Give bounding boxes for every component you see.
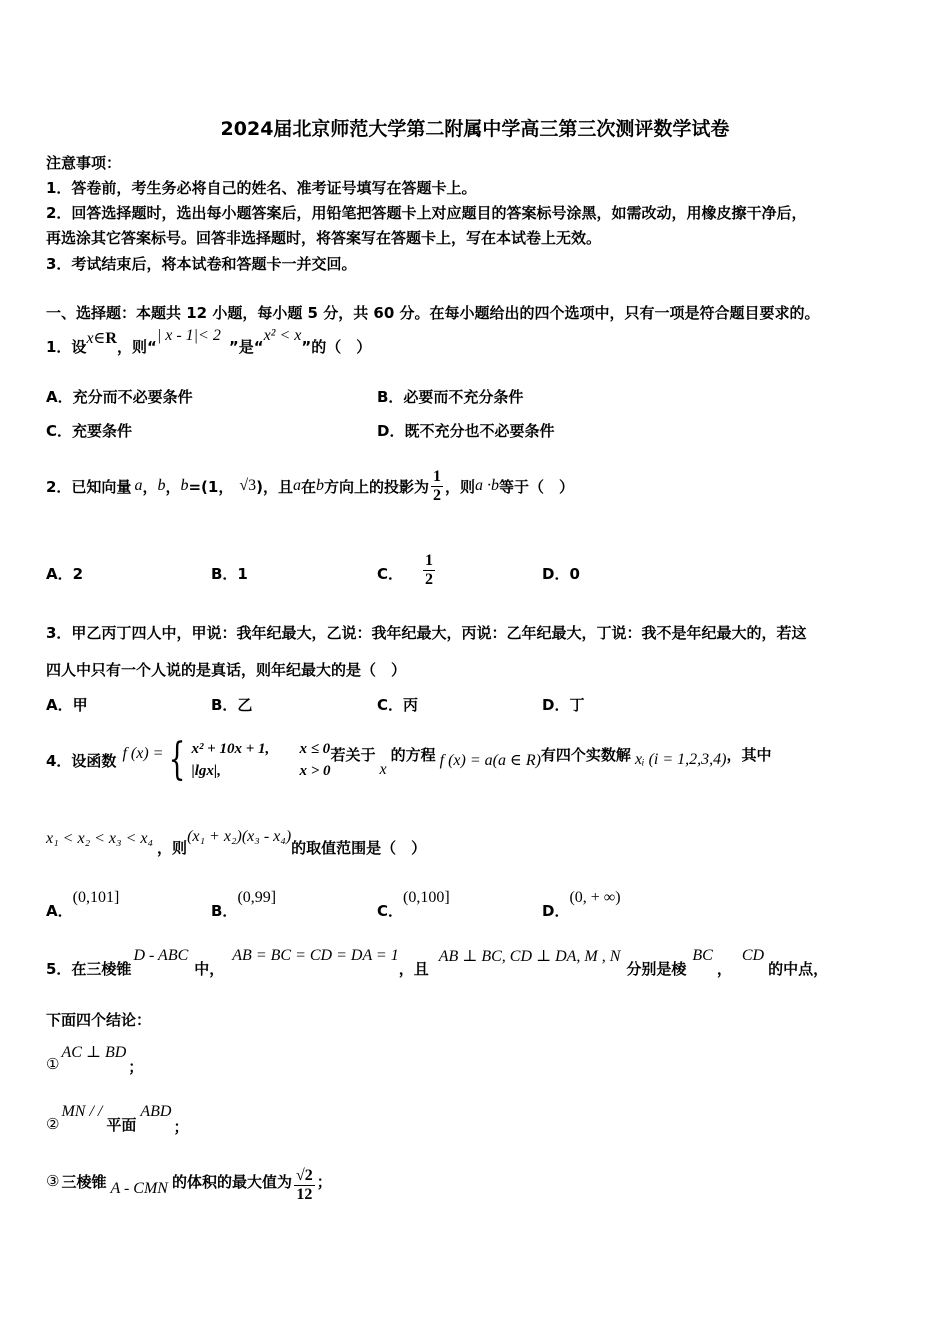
note-item-2-cont: 再选涂其它答案标号。回答非选择题时，将答案写在答题卡上，写在本试卷上无效。 xyxy=(46,229,602,247)
q2-option-c[interactable] xyxy=(377,538,435,602)
q5-c1-mark: ① xyxy=(46,1055,60,1073)
q4-option-b[interactable] xyxy=(211,882,276,922)
q4-text-2: 的方程 xyxy=(390,745,436,764)
q4-option-c[interactable] xyxy=(377,882,450,922)
q4-option-c-label: C． xyxy=(377,901,404,920)
q4-inequality: x₁ < x₂ < x₃ < x₄ xyxy=(46,830,154,847)
q5-sep: ， xyxy=(716,959,732,978)
q1-text-3: ”的（ ） xyxy=(301,337,372,356)
question-1 xyxy=(46,326,371,366)
q4-text-6: 的取值范围是（ ） xyxy=(291,838,427,857)
q5-c3-text-2: 的体积的最大值为 xyxy=(171,1172,292,1191)
q1-option-b[interactable]: B．必要而不充分条件 xyxy=(377,388,524,406)
q1-option-c[interactable]: C．充要条件 xyxy=(46,422,133,440)
q5-prefix: 5．在三棱锥 xyxy=(46,959,132,978)
q5-text-1: 中， xyxy=(194,959,225,978)
q1-math-square: x² < x xyxy=(263,327,302,344)
q5-text-3: 分别是棱 xyxy=(626,959,687,978)
q2-vec-b-3: b xyxy=(316,477,325,494)
q5-text-4: 的中点， xyxy=(768,959,829,978)
q2-vec-b-2: b xyxy=(180,477,189,494)
q5-c3-mark: ③ xyxy=(46,1172,60,1190)
q5-c2-mark: ② xyxy=(46,1115,60,1133)
q4-option-d-value: (0, + ∞) xyxy=(569,889,621,906)
q2-text-2: 方向上的投影为 xyxy=(324,477,430,496)
q5-c3-end: ； xyxy=(316,1172,332,1191)
q2-sep: ， xyxy=(142,477,158,496)
q5-perpendicular: AB ⊥ BC, CD ⊥ DA, M , N xyxy=(438,948,621,965)
page-title: 2024届北京师范大学第二附属中学高三第三次测评数学试卷 xyxy=(220,118,730,140)
q1-option-a[interactable]: A．充分而不必要条件 xyxy=(46,388,193,406)
q1-text-1: ，则“ xyxy=(116,337,157,356)
q3-option-a[interactable]: A．甲 xyxy=(46,696,88,714)
q4-brace: { xyxy=(169,734,186,785)
q4-option-c-value: (0,100] xyxy=(403,889,450,906)
q5-c3-math: A - CMN xyxy=(110,1180,168,1197)
q4-text-1: 若关于 xyxy=(330,745,376,764)
q5-c2-math: MN / / xyxy=(61,1103,103,1120)
q5-c1-end: ； xyxy=(128,1057,144,1076)
q4-option-d-label: D． xyxy=(542,901,570,920)
q4-piecewise xyxy=(163,734,331,785)
question-4-cont xyxy=(46,826,426,860)
q4-text-5: ，则 xyxy=(157,838,188,857)
q4-case-1-expr: x² + 10x + 1, xyxy=(191,741,270,757)
q4-option-a[interactable] xyxy=(46,882,119,922)
q2-vec-a-2: a xyxy=(293,477,301,494)
note-item-1: 1．答卷前，考生务必将自己的姓名、准考证号填写在答题卡上。 xyxy=(46,179,477,197)
q2-text-1: 在 xyxy=(301,477,317,496)
q1-math-set: x∈R xyxy=(86,330,117,347)
q4-option-d[interactable] xyxy=(542,882,621,922)
q2-prefix: 2．已知向量 xyxy=(46,477,132,496)
q5-conclusion-1 xyxy=(46,1038,143,1078)
q5-c2-end: ； xyxy=(173,1117,189,1136)
q2-option-b[interactable]: B．1 xyxy=(211,565,248,583)
q2-sqrt: √3 xyxy=(239,477,257,494)
q5-conclusion-3 xyxy=(46,1158,332,1212)
q2-dot-product: a ·b xyxy=(475,477,500,494)
q3-line-2: 四人中只有一个人说的是真话，则年纪最大的是（ ） xyxy=(46,661,407,679)
q5-tetrahedron: D - ABC xyxy=(133,947,189,964)
q5-c3-fraction: $\frac{√2}{12}$ xyxy=(295,1166,313,1203)
q5-c2-text: 平面 xyxy=(106,1115,137,1134)
section-heading: 一、选择题：本题共 12 小题，每小题 5 分，共 60 分。在每小题给出的四个选项中，只有一项是符合题目要求的。 xyxy=(46,304,820,322)
q2-text-3: ，则 xyxy=(445,477,476,496)
q5-edge-cd: CD xyxy=(741,947,765,964)
q3-option-b[interactable]: B．乙 xyxy=(211,696,253,714)
q4-case-2-cond: x > 0 xyxy=(299,763,331,779)
note-item-3: 3．考试结束后，将本试卷和答题卡一并交回。 xyxy=(46,255,357,273)
q2-option-d[interactable]: D．0 xyxy=(542,565,580,583)
q5-conclusion-2 xyxy=(46,1098,188,1138)
q4-case-1-cond: x ≤ 0 xyxy=(299,741,331,757)
q4-var-x: x xyxy=(379,761,387,778)
q4-text-4: ，其中 xyxy=(726,745,772,764)
q4-solutions: xᵢ (i = 1,2,3,4) xyxy=(634,751,727,768)
q2-option-c-fraction: $\frac{1}{2}$ xyxy=(425,551,434,588)
q2-vec-a: a xyxy=(134,477,143,494)
q4-option-b-label: B． xyxy=(211,901,238,920)
q5-text-2: ，且 xyxy=(398,959,429,978)
q4-text-3: 有四个实数解 xyxy=(540,745,631,764)
q2-option-c-label: C． xyxy=(377,564,404,583)
q2-option-a[interactable]: A．2 xyxy=(46,565,84,583)
q3-option-c[interactable]: C．丙 xyxy=(377,696,419,714)
q5-c1-math: AC ⊥ BD xyxy=(61,1044,127,1061)
q5-c3-text: 三棱锥 xyxy=(61,1172,107,1191)
q4-option-b-value: (0,99] xyxy=(237,889,277,906)
q2-vec-b: b xyxy=(157,477,166,494)
note-item-2: 2．回答选择题时，选出每小题答案后，用铅笔把答题卡上对应题目的答案标号涂黑，如需改动，用橡皮擦干净后， xyxy=(46,204,807,222)
q4-fx: f (x) = xyxy=(122,745,164,762)
q5-line-2: 下面四个结论： xyxy=(46,1011,152,1029)
q1-math-abs: | x - 1|< 2 xyxy=(156,327,221,344)
q4-option-a-label: A． xyxy=(46,901,73,920)
q1-prefix: 1．设 xyxy=(46,337,87,356)
q2-text-4: 等于（ ） xyxy=(499,477,575,496)
q4-case-2-expr: |lgx|, xyxy=(191,763,221,779)
q5-edge-bc: BC xyxy=(692,947,713,964)
question-5 xyxy=(46,942,828,982)
q4-equation: f (x) = a(a ∈ R) xyxy=(439,752,541,769)
q1-text-2: ”是“ xyxy=(228,337,264,356)
q4-expression: (x₁ + x₂)(x₃ - x₄) xyxy=(187,828,292,845)
q3-line-1: 3．甲乙丙丁四人中，甲说：我年纪最大，乙说：我年纪最大，丙说：乙年纪最大，丁说：我不是年纪最大的，若这 xyxy=(46,624,807,642)
q2-sep-2: ， xyxy=(165,477,181,496)
q2-eq: =(1， xyxy=(188,477,234,496)
q4-prefix: 4．设函数 xyxy=(46,751,117,770)
notes-heading: 注意事项： xyxy=(46,154,122,172)
q4-option-a-value: (0,101] xyxy=(72,889,120,906)
q2-close: )，且 xyxy=(256,477,293,496)
q1-option-d[interactable]: D．既不充分也不必要条件 xyxy=(377,422,555,440)
q5-c2-plane: ABD xyxy=(140,1103,172,1120)
q3-option-d[interactable]: D．丁 xyxy=(542,696,585,714)
q5-equalities: AB = BC = CD = DA = 1 xyxy=(232,947,399,964)
question-2 xyxy=(46,454,574,518)
question-4 xyxy=(46,730,771,790)
q2-fraction: $\frac{1}{2}$ xyxy=(433,467,442,504)
